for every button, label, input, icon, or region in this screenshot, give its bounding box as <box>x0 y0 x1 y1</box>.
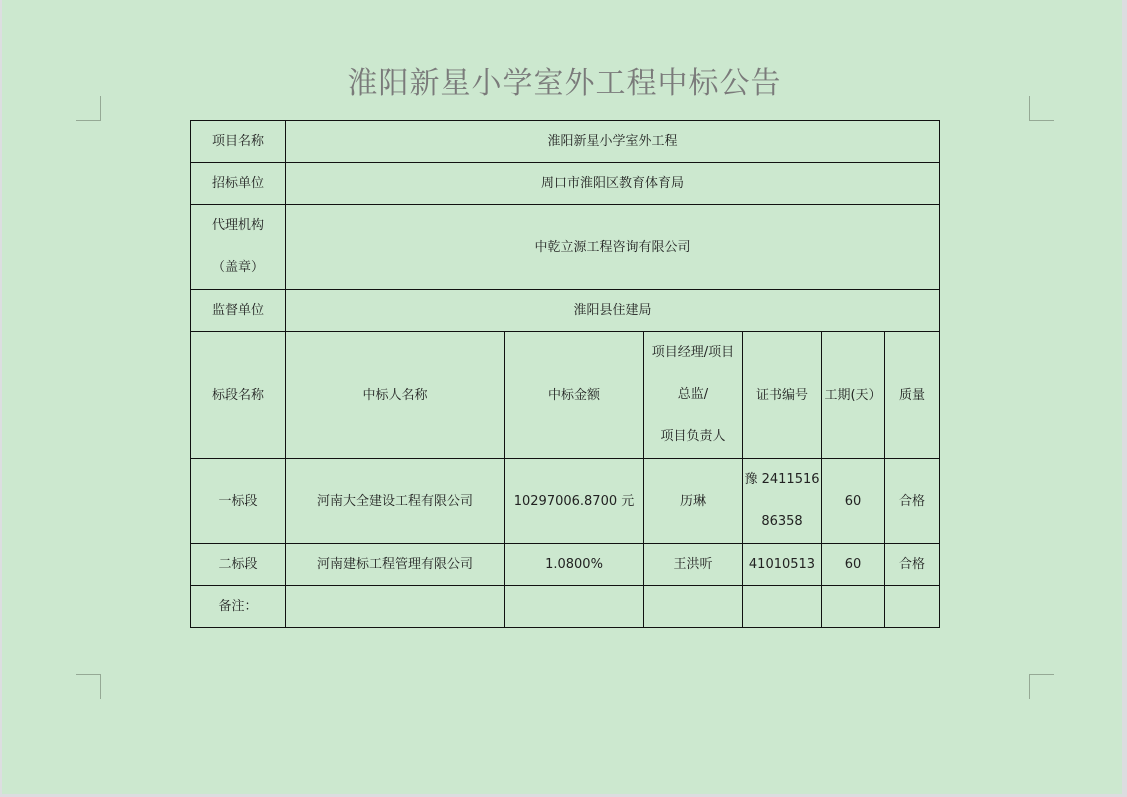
margin-mark-bottom-left <box>76 674 101 699</box>
cell-winner: 河南建标工程管理有限公司 <box>286 544 505 586</box>
cell-section: 二标段 <box>191 544 286 586</box>
info-row-agency <box>191 205 940 290</box>
info-row-project-name <box>191 121 940 163</box>
value-cell: 淮阳县住建局 <box>286 290 940 332</box>
header-period: 工期(天） <box>822 332 885 459</box>
empty-cell <box>822 586 885 628</box>
cell-manager: 王洪听 <box>644 544 743 586</box>
header-amount: 中标金额 <box>505 332 644 459</box>
page-title: 淮阳新星小学室外工程中标公告 <box>347 66 782 101</box>
value-cell: 周口市淮阳区教育体育局 <box>286 163 940 205</box>
cell-section: 一标段 <box>191 459 286 544</box>
label-line: 代理机构 <box>211 218 264 233</box>
header-line: 总监/ <box>677 387 709 402</box>
cell-period: 60 <box>822 459 885 544</box>
label-cell: 招标单位 <box>191 163 286 205</box>
empty-cell <box>743 586 822 628</box>
header-section: 标段名称 <box>191 332 286 459</box>
cell-cert <box>743 459 822 544</box>
cell-amount: 1.0800% <box>505 544 644 586</box>
header-cert: 证书编号 <box>743 332 822 459</box>
margin-mark-bottom-right <box>1029 674 1054 699</box>
label-line: （盖章） <box>211 260 264 275</box>
label-cell: 项目名称 <box>191 121 286 163</box>
cell-quality: 合格 <box>885 544 940 586</box>
table-row <box>191 544 940 586</box>
cell-manager: 历琳 <box>644 459 743 544</box>
label-cell: 监督单位 <box>191 290 286 332</box>
cell-amount: 10297006.8700 元 <box>505 459 644 544</box>
cell-winner: 河南大全建设工程有限公司 <box>286 459 505 544</box>
cell-cert: 41010513 <box>743 544 822 586</box>
cert-line: 86358 <box>761 514 803 529</box>
empty-cell <box>286 586 505 628</box>
header-quality: 质量 <box>885 332 940 459</box>
remarks-label: 备注： <box>191 586 286 628</box>
info-row-supervisor <box>191 290 940 332</box>
header-winner: 中标人名称 <box>286 332 505 459</box>
header-line: 项目负责人 <box>660 429 726 444</box>
document-page <box>2 0 1122 794</box>
table-row <box>191 459 940 544</box>
header-line: 项目经理/项目 <box>651 345 735 360</box>
empty-cell <box>505 586 644 628</box>
info-row-tendering-unit <box>191 163 940 205</box>
value-cell: 中乾立源工程咨询有限公司 <box>286 205 940 290</box>
cell-period: 60 <box>822 544 885 586</box>
empty-cell <box>644 586 743 628</box>
remarks-row <box>191 586 940 628</box>
value-cell: 淮阳新星小学室外工程 <box>286 121 940 163</box>
cell-quality: 合格 <box>885 459 940 544</box>
label-cell <box>191 205 286 290</box>
cert-line: 豫 2411516 <box>744 472 820 487</box>
table-header-row <box>191 332 940 459</box>
award-announcement-table <box>190 120 940 628</box>
empty-cell <box>885 586 940 628</box>
header-manager <box>644 332 743 459</box>
